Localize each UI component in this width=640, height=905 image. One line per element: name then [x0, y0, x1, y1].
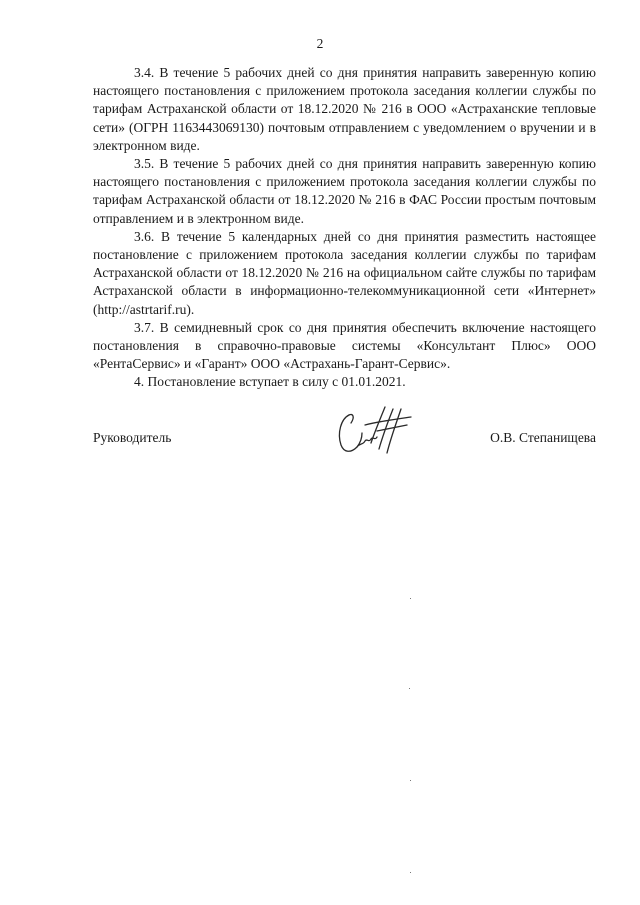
signatory-name: О.В. Степанищева [490, 430, 596, 445]
signatory-title: Руководитель [93, 430, 172, 445]
page-number: 2 [316, 36, 324, 51]
paragraph-3-4: 3.4. В течение 5 рабочих дней со дня принятия направить заверенную копию настоящего постановления с приложением протокола заседания коллегии службы по тарифам Астраханской области от 18.12.2020 № 216 в ООО «Астраханские тепловые сети» (ОГРН 1163443069130) почтовым отправлением с уведомлением о вручении и в электронном виде. [93, 65, 596, 153]
scan-speck [410, 598, 411, 599]
scan-speck [409, 688, 410, 689]
paragraph-3-5: 3.5. В течение 5 рабочих дней со дня принятия направить заверенную копию настоящего постановления с приложением протокола заседания коллегии службы по тарифам Астраханской области от 18.12.2020 № 216 в ФАС России простым почтовым отправлением и в электронном виде. [93, 156, 596, 226]
document-body [93, 64, 596, 392]
scan-speck [410, 780, 411, 781]
scan-speck [410, 872, 411, 873]
paragraph-3-7: 3.7. В семидневный срок со дня принятия обеспечить включение настоящего постановления в справочно-правовые системы «Консультант Плюс» ООО «РентаСервис» и «Гарант» ООО «Астрахань-Гарант-Сервис». [93, 319, 596, 372]
handwritten-signature [335, 403, 415, 458]
paragraph-3-6: 3.6. В течение 5 календарных дней со дня принятия разместить настоящее постановление с приложением протокола заседания коллегии службы по тарифам Астраханской области от 18.12.2020 № 216 на официальном сайте службы по тарифам Астраханской области в информационно-телекоммуникационной сети «Интернет» (http://astrtarif.ru). [93, 228, 596, 317]
paragraph-4: 4. Постановление вступает в силу с 01.01.2021. [134, 374, 406, 390]
